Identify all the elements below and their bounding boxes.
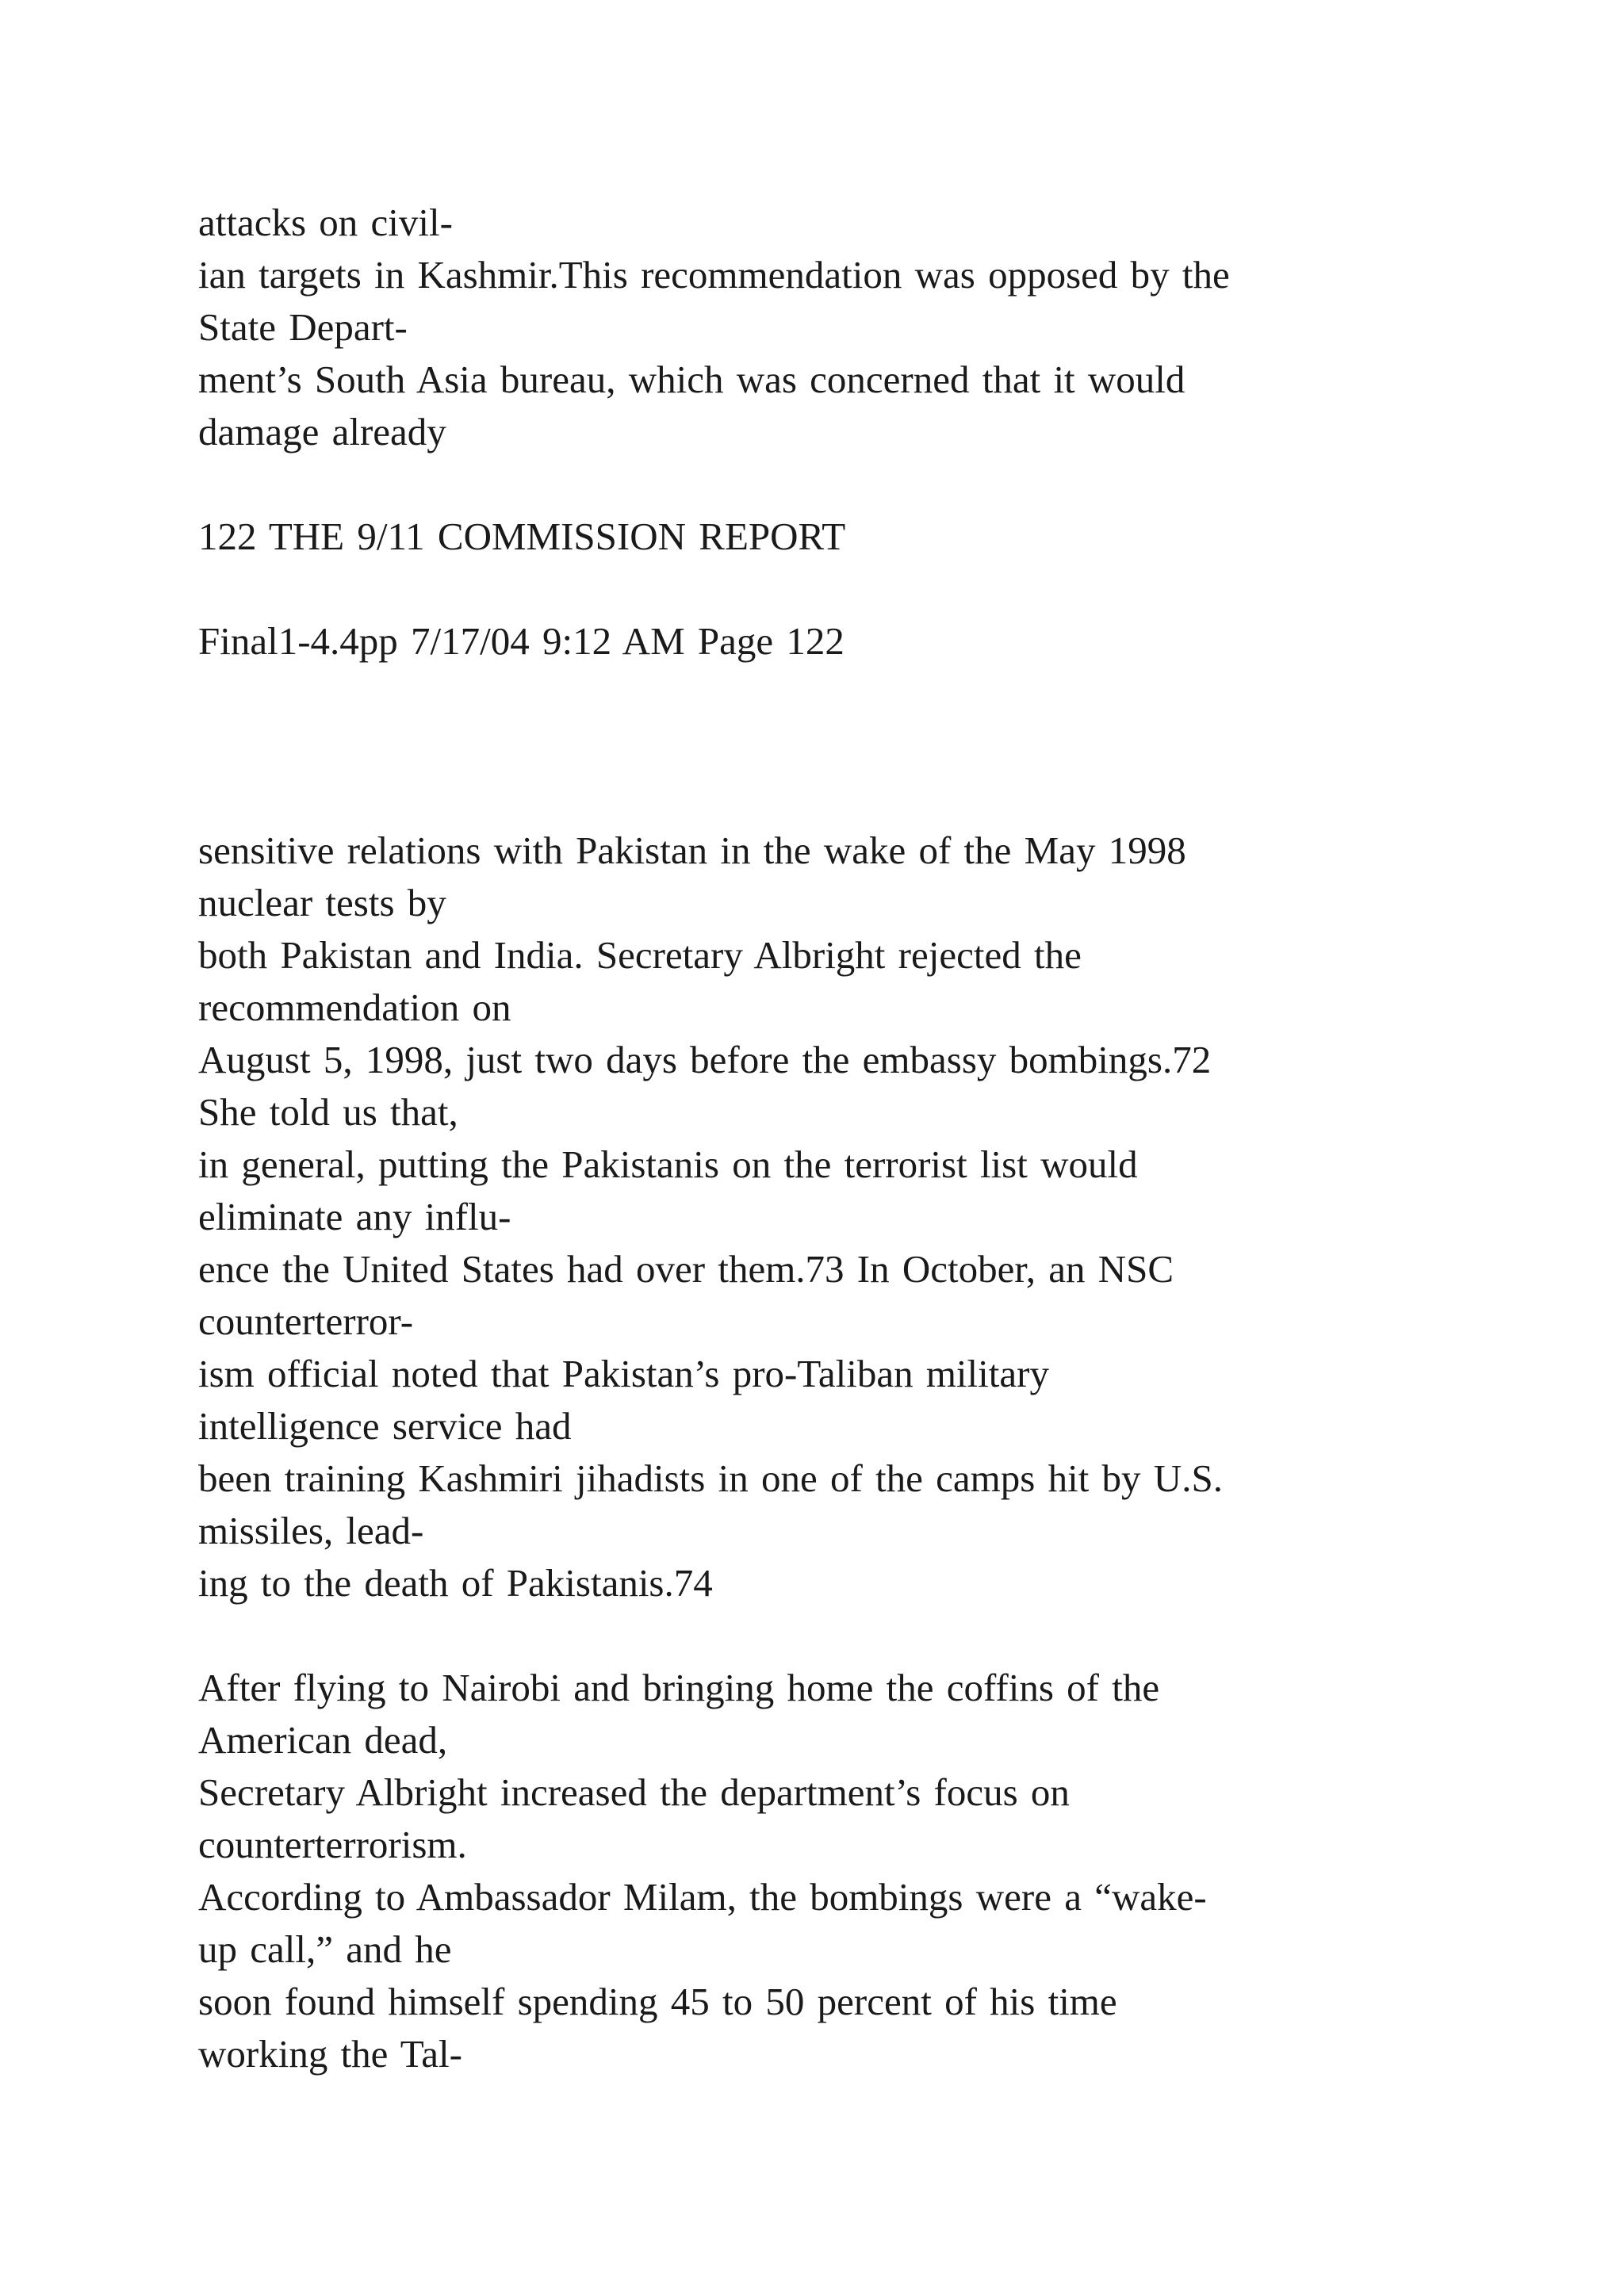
text-line: ment’s South Asia bureau, which was concerned that it would <box>198 358 1185 401</box>
text-line: ing to the death of Pakistanis.74 <box>198 1561 713 1605</box>
text-line: counterterror- <box>198 1299 414 1343</box>
text-line: August 5, 1998, just two days before the embassy bombings.72 <box>198 1038 1212 1081</box>
text-line: soon found himself spending 45 to 50 percent of his time <box>198 1980 1117 2023</box>
text-line: both Pakistan and India. Secretary Albright rejected the <box>198 933 1082 977</box>
text-line: ian targets in Kashmir.This recommendation was opposed by the <box>198 253 1230 297</box>
text-line: American dead, <box>198 1718 448 1762</box>
text-line: intelligence service had <box>198 1404 572 1448</box>
text-line: ence the United States had over them.73 In October, an NSC <box>198 1247 1174 1291</box>
text-line: missiles, lead- <box>198 1509 424 1552</box>
text-line: Secretary Albright increased the department’s focus on <box>198 1770 1070 1814</box>
text-line: After flying to Nairobi and bringing home the coffins of the <box>198 1666 1160 1709</box>
text-line: attacks on civil- <box>198 201 453 244</box>
text-line: State Depart- <box>198 305 408 349</box>
text-line: been training Kashmiri jihadists in one of the camps hit by U.S. <box>198 1456 1223 1500</box>
text-line: nuclear tests by <box>198 881 446 924</box>
text-line: damage already <box>198 410 446 453</box>
running-header: 122 THE 9/11 COMMISSION REPORT <box>198 515 846 558</box>
text-line: sensitive relations with Pakistan in the wake of the May 1998 <box>198 828 1186 872</box>
text-line: in general, putting the Pakistanis on the terrorist list would <box>198 1142 1138 1186</box>
text-line: recommendation on <box>198 985 511 1029</box>
text-line: working the Tal- <box>198 2032 462 2076</box>
text-line: She told us that, <box>198 1090 458 1134</box>
text-line: ism official noted that Pakistan’s pro-Taliban military <box>198 1352 1049 1395</box>
text-line: counterterrorism. <box>198 1823 467 1866</box>
print-slug: Final1-4.4pp 7/17/04 9:12 AM Page 122 <box>198 619 845 663</box>
text-line: eliminate any influ- <box>198 1195 511 1238</box>
text-line: up call,” and he <box>198 1927 452 1971</box>
text-line: According to Ambassador Milam, the bombings were a “wake- <box>198 1875 1207 1919</box>
